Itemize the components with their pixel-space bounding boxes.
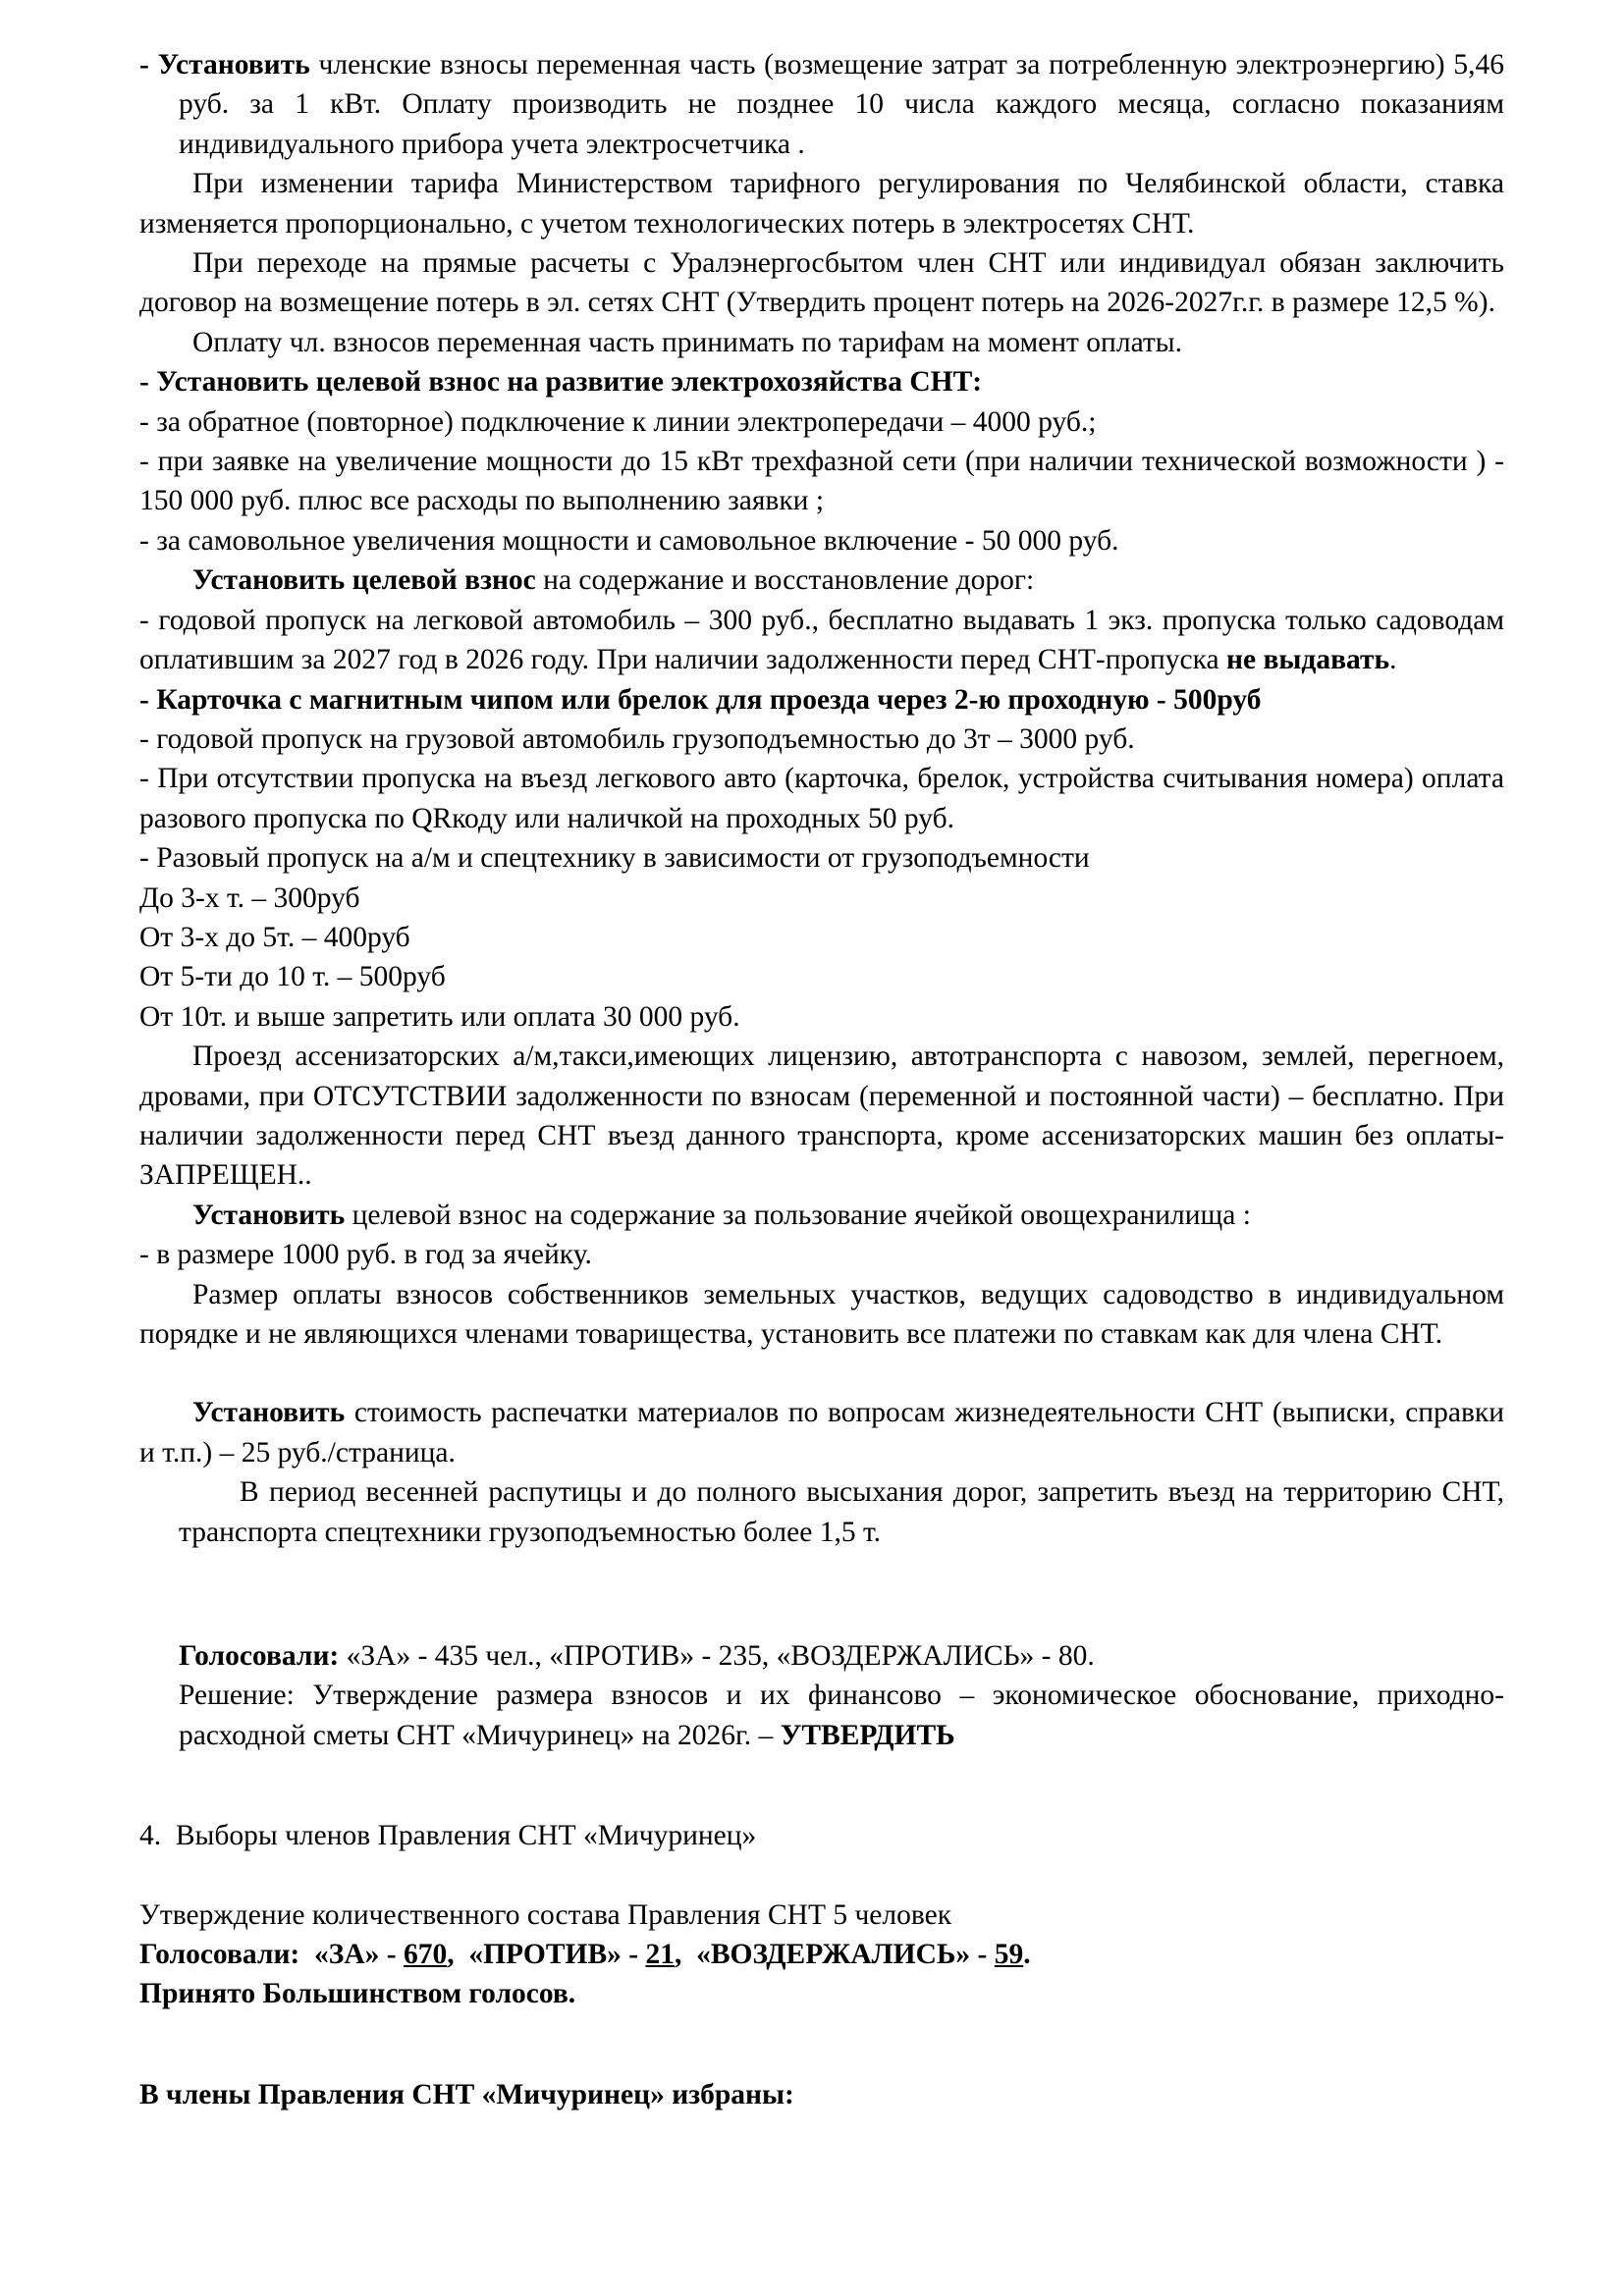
list-item-electro-power-increase: - при заявке на увеличение мощности до 15 кВт трехфазной сети (при наличии технической возможности ) - 150 000 руб. плюс все расходы по выполнению заявки ; (139, 446, 1504, 517)
spacer (139, 2014, 1504, 2075)
vote-abstain-label: «ВОЗДЕРЖАЛИСЬ» (696, 1939, 971, 1971)
paragraph-payment-by-current-tariffs: Оплату чл. взносов переменная часть принимать по тарифам на момент оплаты. (192, 326, 1182, 358)
decision-line (179, 1676, 1504, 1755)
list-item-single-pass-by-tonnage: - Разовый пропуск на а/м и спецтехнику в зависимости от грузоподъемности (139, 842, 1090, 875)
paragraph-direct-settlements: При переходе на прямые расчеты с Уралэнергосбытом член СНТ или индивидуал обязан заключить договор на возмещение потерь в эл. сетях СНТ (Утвердить процент потерь на 2026-2027г.г. в размере 12,5 %). (139, 247, 1504, 319)
heading-board-members-elected: В члены Правления СНТ «Мичуринец» избраны: (139, 2078, 794, 2110)
spacer (139, 1755, 1504, 1816)
heading-print-bold-part: Установить (192, 1397, 346, 1429)
vote-dash-3: - (977, 1939, 988, 1971)
list-item-truck-annual-pass: - годовой пропуск на грузовой автомобиль грузоподъемностью до 3т – 3000 руб. (139, 722, 1135, 755)
paragraph-text: членские взносы переменная часть (возмещение затрат за потребленную электроэнергию) 5,46 руб. за 1 кВт. Оплату производить не позднее 10 числа каждого месяца, согласно показаниям индивидуального прибора учета электросчетчика . (179, 49, 1505, 160)
heading-printing-cost (139, 1393, 1504, 1472)
list-item-no-pass-single-entry: - При отсутствии пропуска на въезд легкового авто (карточка, брелок, устройства считывания номера) оплата разового пропуска по QRкоду или наличкой на проходных 50 руб. (139, 763, 1504, 834)
lead-label-ustanovit: - Установить (139, 49, 310, 80)
paragraph-spring-thaw-ban: В период весенней распутицы и до полного высыхания дорог, запретить въезд на территорию СНТ, транспорта спецтехники грузоподъемностью более 1,5 т. (179, 1476, 1504, 1548)
list-item-text-c: . (1389, 644, 1397, 676)
vote-for-label: «ЗА» (314, 1939, 380, 1971)
list-item-electro-unauthorized: - за самовольное увеличения мощности и самовольное включение - 50 000 руб. (139, 524, 1119, 557)
vote-label: Голосовали: (179, 1640, 340, 1673)
heading-print-rest: стоимость распечатки материалов по вопросам жизнедеятельности СНТ (выписки, справки и т.п.) – 25 руб./страница. (139, 1397, 1504, 1468)
paragraph-individual-owners-fees: Размер оплаты взносов собственников земельных участков, ведущих садоводство в индивидуальном порядке и не являющихся членами товарищества, установить все платежи по ставкам как для члена СНТ. (139, 1278, 1504, 1350)
decision-text: Решение: Утверждение размера взносов и их финансово – экономическое обоснование, приходно-расходной сметы СНТ «Мичуринец» на 2026г. – (179, 1680, 1504, 1751)
vote-for-count: 670 (403, 1939, 448, 1971)
vote-accepted-statement: Принято Большинством голосов. (139, 1978, 576, 2010)
board-size-statement: Утверждение количественного состава Правления СНТ 5 человек (139, 1898, 952, 1931)
paragraph-tariff-change: При изменении тарифа Министерством тарифного регулирования по Челябинской области, ставка изменяется пропорционально, с учетом технологических потерь в электросетях СНТ. (139, 168, 1504, 240)
heading-magnetic-card: - Карточка с магнитным чипом или брелок для проезда через 2-ю проходную - 500руб (139, 683, 1262, 716)
spacer (139, 1552, 1504, 1636)
vote-for-tail: , (447, 1939, 455, 1971)
heading-roads-rest: на содержание и восстановление дорог: (535, 564, 1035, 597)
list-item-text-a: - годовой пропуск на легковой автомобиль – 300 руб., бесплатно выдавать 1 экз. пропуска только садоводам оплатившим за 2027 год в 2026 году. При наличии задолженности перед СНТ-пропуска (139, 604, 1504, 676)
vote-against-count: 21 (645, 1939, 675, 1971)
paragraph-sewage-taxi-transport: Проезд ассенизаторских а/м,такси,имеющих лицензию, автотранспорта с навозом, землей, перегноем, дровами, при ОТСУТСТВИИ задолженности по взносам (переменной и постоянной части) – бесплатно. При наличии задолженности перед СНТ въезд данного транспорта, кроме ассенизаторских машин без оплаты-ЗАПРЕЩЕН.. (139, 1041, 1504, 1192)
agenda-item-4 (139, 1816, 1504, 1855)
agenda-item-title: Выборы членов Правления СНТ «Мичуринец» (175, 1820, 757, 1852)
tariff-5t-to-10t: От 5-ти до 10 т. – 500руб (139, 961, 446, 993)
spacer (139, 1856, 1504, 1896)
list-item-roads-car-annual-pass (139, 601, 1504, 680)
paragraph-membership-fee-variable (139, 45, 1504, 164)
vote-line-1 (179, 1636, 1504, 1676)
vote-abstain-count: 59 (994, 1939, 1024, 1971)
vote-label-2: Голосовали: (139, 1939, 300, 1971)
tariff-over-10t: От 10т. и выше запретить или оплата 30 000 руб. (139, 1000, 740, 1033)
vote-dash-1: - (386, 1939, 397, 1971)
list-item-veg-cell-price: - в размере 1000 руб. в год за ячейку. (139, 1239, 592, 1271)
spacer (139, 1354, 1504, 1393)
heading-roads-bold-part: Установить целевой взнос (192, 564, 536, 597)
heading-vegetable-storage-fee (139, 1196, 1504, 1235)
vote-line-2 (139, 1935, 1504, 1974)
vote-against-label: «ПРОТИВ» (468, 1939, 622, 1971)
vote-counts-text: «ЗА» - 435 чел., «ПРОТИВ» - 235, «ВОЗДЕРЖАЛИСЬ» - 80. (339, 1640, 1095, 1673)
heading-veg-rest: целевой взнос на содержание за пользование ячейкой овощехранилища : (345, 1199, 1251, 1231)
list-item-bold-ne-vydavat: не выдавать (1226, 644, 1390, 676)
vote-abstain-tail: . (1023, 1939, 1031, 1971)
tariff-3t-to-5t: От 3-х до 5т. – 400руб (139, 921, 410, 953)
decision-result: УТВЕРДИТЬ (780, 1719, 955, 1751)
heading-veg-bold-part: Установить (192, 1199, 346, 1231)
vote-block-1 (139, 1636, 1504, 1755)
tariff-up-to-3t: До 3-х т. – 300руб (139, 881, 360, 914)
heading-electro-target-fee: - Установить целевой взнос на развитие электрохозяйства СНТ: (139, 366, 983, 399)
heading-roads-target-fee (139, 561, 1504, 600)
vote-dash-2: - (628, 1939, 639, 1971)
agenda-item-number: 4. (139, 1820, 162, 1852)
list-item-electro-reconnect: - за обратное (повторное) подключение к линии электропередачи – 4000 руб.; (139, 405, 1097, 438)
vote-against-tail: , (674, 1939, 682, 1971)
